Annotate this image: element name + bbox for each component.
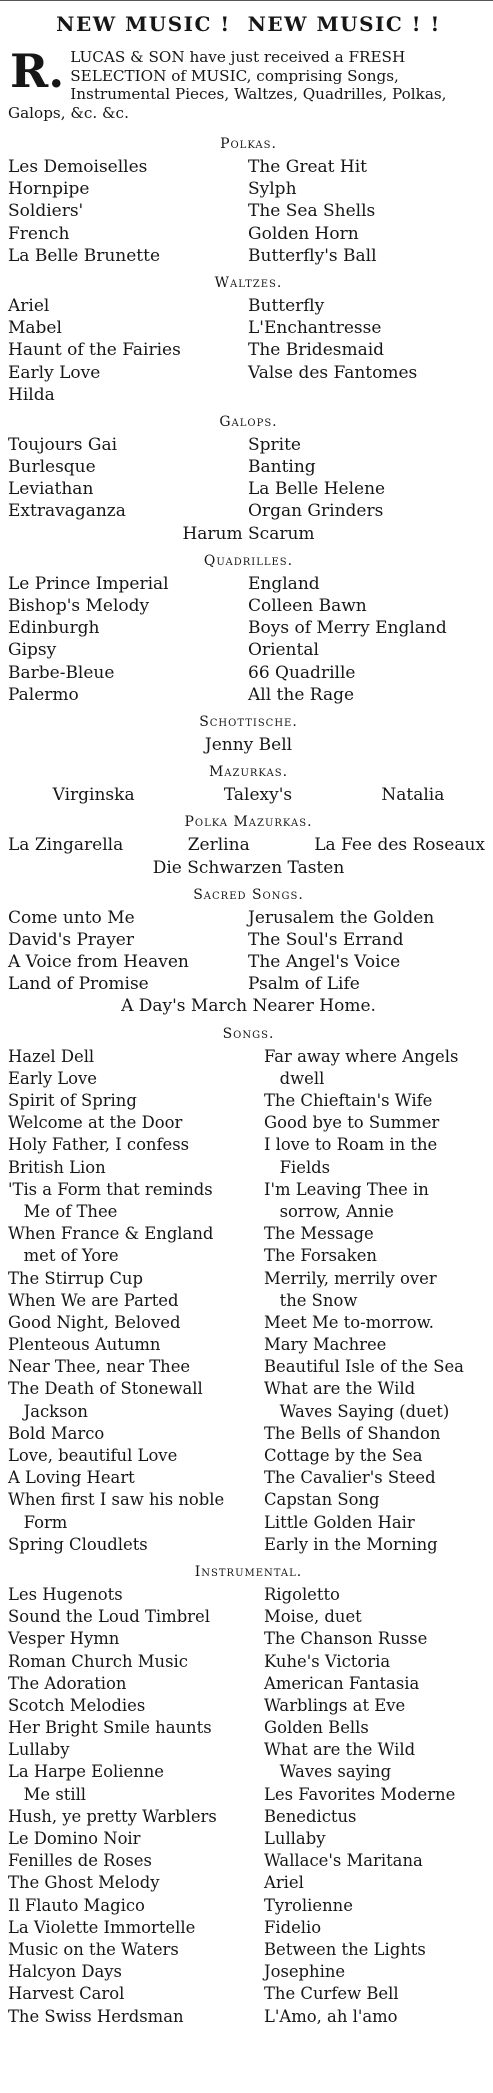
title-right: I'm Leaving Thee in	[264, 1179, 429, 1199]
list-item: Virginska	[52, 785, 135, 806]
list-row	[8, 1223, 489, 1245]
title-left: Plenteous Autumn	[8, 1335, 161, 1355]
title-right: The Soul's Errand	[248, 929, 404, 950]
polka-mazurkas-center-title: Die Schwarzen Tasten	[152, 857, 345, 878]
title-right: The Bridesmaid	[248, 340, 385, 361]
title-left: Scotch Melodies	[8, 1695, 146, 1715]
list-row	[8, 200, 489, 222]
title-left: Me still	[8, 1784, 87, 1804]
list-item: Zerlina	[187, 835, 250, 856]
title-right: Sylph	[248, 179, 297, 200]
title-left: Hornpipe	[8, 179, 90, 200]
top-rule	[0, 0, 493, 1]
title-right: Merrily, merrily over	[264, 1268, 437, 1288]
title-right: What are the Wild	[264, 1740, 416, 1760]
title-right: Rigoletto	[264, 1584, 340, 1604]
list-row	[8, 951, 489, 973]
title-right: the Snow	[264, 1290, 358, 1310]
title-left: Ariel	[8, 295, 50, 316]
title-left: La Harpe Eolienne	[8, 1762, 164, 1782]
title-right: I love to Roam in the	[264, 1135, 438, 1155]
polkas-list	[8, 156, 489, 267]
title-right: Golden Bells	[264, 1718, 369, 1738]
title-left: Lullaby	[8, 1740, 70, 1760]
section-heading-waltzes: Waltzes.	[214, 274, 283, 291]
title-right: Waves Saying (duet)	[264, 1401, 450, 1421]
list-item: La Zingarella	[8, 835, 124, 856]
title-left: When We are Parted	[8, 1290, 179, 1310]
list-row	[8, 478, 489, 500]
title-right: The Message	[264, 1224, 374, 1244]
title-right: Little Golden Hair	[264, 1512, 415, 1532]
title-right: Fidelio	[264, 1917, 322, 1937]
section-heading-quadrilles: Quadrilles.	[203, 552, 294, 569]
list-row	[8, 1179, 489, 1201]
mazurkas-row	[8, 784, 489, 806]
list-row	[8, 1806, 489, 1828]
list-row	[8, 1895, 489, 1917]
title-left: Sound the Loud Timbrel	[8, 1607, 210, 1627]
list-row	[8, 317, 489, 339]
title-right: Wallace's Maritana	[264, 1851, 423, 1871]
title-right: Butterfly's Ball	[248, 245, 377, 266]
section-polkas	[8, 132, 489, 267]
list-row	[8, 1356, 489, 1378]
title-right: All the Rage	[248, 684, 355, 705]
list-row	[8, 1467, 489, 1489]
title-left: Extravaganza	[8, 501, 126, 522]
list-row	[8, 1673, 489, 1695]
list-row	[8, 595, 489, 617]
title-left: Jackson	[8, 1401, 88, 1421]
title-right: The Sea Shells	[248, 201, 376, 222]
title-right	[248, 384, 489, 406]
list-row	[8, 362, 489, 384]
list-row	[8, 973, 489, 995]
list-row	[8, 1584, 489, 1606]
title-left: Toujours Gai	[8, 434, 118, 455]
title-left: A Loving Heart	[8, 1468, 135, 1488]
title-right: Psalm of Life	[248, 974, 360, 995]
title-left: Les Demoiselles	[8, 157, 148, 177]
section-heading-galops: Galops.	[219, 413, 278, 430]
sacred-songs-center-title: A Day's March Nearer Home.	[121, 996, 376, 1017]
title-left: Early Love	[8, 362, 101, 383]
title-left: Early Love	[8, 1068, 97, 1088]
section-mazurkas	[8, 760, 489, 806]
title-right: Jerusalem the Golden	[248, 907, 435, 928]
list-item: Talexy's	[223, 785, 293, 806]
title-right: Fields	[264, 1157, 331, 1177]
title-left: Leviathan	[8, 479, 94, 500]
title-left: Music on the Waters	[8, 1939, 179, 1959]
list-row	[8, 1112, 489, 1134]
list-row	[8, 178, 489, 200]
title-left: When France & England	[8, 1224, 214, 1244]
polka-mazurkas-row	[8, 834, 489, 856]
title-right: dwell	[264, 1068, 325, 1088]
title-right: Ariel	[264, 1873, 304, 1893]
section-heading-schottische: Schottische.	[199, 713, 298, 730]
list-item: Natalia	[381, 785, 445, 806]
section-heading-songs: Songs.	[222, 1025, 275, 1042]
title-left: Hush, ye pretty Warblers	[8, 1806, 217, 1826]
section-waltzes	[8, 271, 489, 406]
title-left: Edinburgh	[8, 618, 100, 639]
title-right: The Chieftain's Wife	[264, 1091, 433, 1110]
title-left: Il Flauto Magico	[8, 1895, 145, 1915]
list-row	[8, 1334, 489, 1356]
section-heading-sacred-songs: Sacred Songs.	[193, 886, 304, 903]
list-row	[8, 1717, 489, 1739]
title-left: When first I saw his noble	[8, 1490, 225, 1510]
list-row	[8, 500, 489, 522]
title-left: French	[8, 223, 70, 244]
title-right: sorrow, Annie	[264, 1201, 394, 1221]
title-left: Vesper Hymn	[8, 1629, 120, 1649]
title-right: What are the Wild	[264, 1379, 416, 1399]
list-row	[8, 1423, 489, 1445]
title-right: Far away where Angels	[264, 1046, 459, 1066]
title-left: Le Prince Imperial	[8, 573, 169, 594]
intro-paragraph	[8, 44, 489, 122]
list-row	[8, 1606, 489, 1628]
title-right: Oriental	[248, 640, 319, 661]
title-left: Bold Marco	[8, 1423, 105, 1443]
title-left: Hilda	[8, 384, 55, 405]
title-right: Golden Horn	[248, 223, 359, 244]
list-row	[8, 1445, 489, 1467]
list-row	[8, 1872, 489, 1894]
title-right: The Chanson Russe	[264, 1629, 428, 1649]
title-right: Colleen Bawn	[248, 596, 367, 616]
list-row	[8, 295, 489, 317]
title-left: Spring Cloudlets	[8, 1534, 148, 1554]
list-row	[8, 907, 489, 929]
list-row	[8, 1134, 489, 1156]
title-left: Bishop's Melody	[8, 596, 150, 616]
list-row	[8, 2006, 489, 2028]
title-left: Her Bright Smile haunts	[8, 1718, 212, 1738]
masthead: NEW MUSIC ! NEW MUSIC ! !	[56, 12, 441, 36]
title-left: The Adoration	[8, 1673, 127, 1693]
title-left: Mabel	[8, 318, 62, 339]
title-left: Soldiers'	[8, 201, 84, 222]
title-right: Mary Machree	[264, 1335, 387, 1355]
title-left: Me of Thee	[8, 1201, 118, 1221]
list-row	[8, 1401, 489, 1423]
title-right: The Bells of Shandon	[264, 1423, 441, 1443]
title-right: Boys of Merry England	[248, 618, 447, 639]
title-left: Haunt of the Fairies	[8, 340, 181, 361]
title-left: The Ghost Melody	[8, 1873, 160, 1893]
title-left: Come unto Me	[8, 907, 135, 928]
list-row	[8, 1628, 489, 1650]
title-left: David's Prayer	[8, 929, 134, 950]
title-right: The Angel's Voice	[248, 952, 401, 973]
list-row	[8, 1489, 489, 1511]
title-right: Beautiful Isle of the Sea	[264, 1357, 464, 1377]
section-heading-instrumental: Instrumental.	[194, 1563, 303, 1580]
title-left: The Stirrup Cup	[8, 1268, 143, 1288]
title-left: La Belle Brunette	[8, 245, 161, 266]
section-heading-polka-mazurkas: Polka Mazurkas.	[184, 814, 313, 831]
list-row	[8, 1068, 489, 1090]
title-left: Good Night, Beloved	[8, 1312, 181, 1332]
title-right: Good bye to Summer	[264, 1113, 440, 1133]
list-row	[8, 339, 489, 361]
list-row	[8, 1828, 489, 1850]
list-row	[8, 1939, 489, 1961]
title-right: American Fantasia	[264, 1673, 420, 1693]
section-schottische	[8, 710, 489, 756]
title-right: Sprite	[248, 434, 301, 455]
list-row	[8, 1850, 489, 1872]
title-right: Meet Me to-morrow.	[264, 1312, 434, 1332]
list-row	[8, 456, 489, 478]
section-instrumental	[8, 1560, 489, 2028]
list-row	[8, 1157, 489, 1179]
title-left: Halcyon Days	[8, 1962, 122, 1982]
list-row	[8, 384, 489, 406]
list-row	[8, 1312, 489, 1334]
schottische-title: Jenny Bell	[204, 734, 293, 755]
galops-center-title: Harum Scarum	[182, 523, 315, 544]
title-right: Cottage by the Sea	[264, 1446, 423, 1465]
list-row	[8, 1046, 489, 1068]
title-left: Near Thee, near Thee	[8, 1357, 191, 1377]
title-right: Banting	[248, 457, 316, 478]
title-right: L'Enchantresse	[248, 318, 382, 339]
sacred-songs-list	[8, 907, 489, 996]
list-row	[8, 1695, 489, 1717]
title-left: The Swiss Herdsman	[8, 2006, 184, 2026]
list-row	[8, 1534, 489, 1556]
list-row	[8, 1512, 489, 1534]
title-right: Warblings at Eve	[264, 1695, 406, 1715]
title-left: Form	[8, 1512, 68, 1532]
title-right: England	[248, 573, 320, 594]
title-left: Welcome at the Door	[8, 1113, 183, 1133]
title-right: The Forsaken	[264, 1246, 377, 1266]
title-left: Love, beautiful Love	[8, 1446, 178, 1465]
title-right: Moise, duet	[264, 1607, 362, 1627]
list-row	[8, 1290, 489, 1312]
section-heading-polkas: Polkas.	[220, 136, 277, 152]
title-left: Burlesque	[8, 457, 96, 478]
title-right: Kuhe's Victoria	[264, 1651, 391, 1671]
title-right: La Belle Helene	[248, 479, 386, 500]
list-row	[8, 1090, 489, 1112]
title-left: Le Domino Noir	[8, 1829, 141, 1848]
list-row	[8, 156, 489, 178]
title-right: The Cavalier's Steed	[264, 1468, 436, 1488]
list-row	[8, 1739, 489, 1761]
list-row	[8, 1784, 489, 1806]
waltzes-list	[8, 295, 489, 406]
title-left: Roman Church Music	[8, 1651, 188, 1671]
title-right: Capstan Song	[264, 1490, 380, 1510]
title-right: Josephine	[264, 1962, 346, 1982]
galops-list	[8, 434, 489, 523]
list-row	[8, 223, 489, 245]
title-right: Benedictus	[264, 1806, 357, 1826]
title-right: The Curfew Bell	[264, 1984, 399, 2004]
title-left: Fenilles de Roses	[8, 1851, 152, 1871]
title-left: Gipsy	[8, 640, 57, 661]
intro-text: LUCAS & SON have just received a FRESH SELECTION of MUSIC, comprising Songs, Instrumental Pieces, Waltzes, Quadrilles, Polkas, Galops, &c. &c.	[8, 48, 447, 122]
title-right: Valse des Fantomes	[248, 362, 418, 383]
section-sacred-songs	[8, 883, 489, 1018]
section-polka-mazurkas	[8, 810, 489, 878]
list-row	[8, 1378, 489, 1400]
title-right: Lullaby	[264, 1829, 326, 1848]
quadrilles-list	[8, 573, 489, 706]
title-left: Holy Father, I confess	[8, 1135, 190, 1155]
list-row	[8, 573, 489, 595]
section-quadrilles	[8, 549, 489, 706]
title-left: Harvest Carol	[8, 1984, 125, 2004]
list-row	[8, 1961, 489, 1983]
list-row	[8, 1245, 489, 1267]
title-right: Early in the Morning	[264, 1534, 438, 1554]
list-row	[8, 1651, 489, 1673]
title-right: 66 Quadrille	[248, 662, 356, 683]
list-row	[8, 434, 489, 456]
title-left: A Voice from Heaven	[8, 952, 189, 973]
list-row	[8, 1917, 489, 1939]
list-row	[8, 1268, 489, 1290]
title-left: Land of Promise	[8, 974, 149, 995]
list-row	[8, 1761, 489, 1783]
title-left: 'Tis a Form that reminds	[8, 1179, 213, 1199]
songs-list	[8, 1046, 489, 1556]
title-right: Between the Lights	[264, 1939, 426, 1959]
list-row	[8, 684, 489, 706]
list-row	[8, 1201, 489, 1223]
list-row	[8, 245, 489, 267]
title-right: Organ Grinders	[248, 501, 384, 522]
instrumental-list	[8, 1584, 489, 2028]
section-heading-mazurkas: Mazurkas.	[208, 764, 289, 781]
section-galops	[8, 410, 489, 545]
title-left: British Lion	[8, 1157, 106, 1177]
title-left: met of Yore	[8, 1246, 119, 1266]
section-songs	[8, 1022, 489, 1556]
title-right: Butterfly	[248, 295, 325, 316]
title-right: The Great Hit	[248, 157, 367, 177]
title-left: Les Hugenots	[8, 1584, 123, 1604]
list-row	[8, 662, 489, 684]
list-item: La Fee des Roseaux	[314, 835, 485, 856]
list-row	[8, 639, 489, 661]
title-left: Barbe-Bleue	[8, 662, 115, 683]
list-row	[8, 617, 489, 639]
drop-cap: R.	[10, 44, 65, 98]
title-left: Spirit of Spring	[8, 1091, 137, 1110]
title-left: Hazel Dell	[8, 1046, 95, 1066]
title-right: Les Favorites Moderne	[264, 1784, 456, 1804]
list-row	[8, 1983, 489, 2005]
title-left: The Death of Stonewall	[8, 1379, 203, 1399]
title-right: Tyrolienne	[264, 1895, 353, 1915]
title-right: L'Amo, ah l'amo	[264, 2006, 398, 2026]
title-left: Palermo	[8, 684, 79, 705]
title-left: La Violette Immortelle	[8, 1917, 196, 1937]
title-right: Waves saying	[264, 1762, 392, 1782]
list-row	[8, 929, 489, 951]
